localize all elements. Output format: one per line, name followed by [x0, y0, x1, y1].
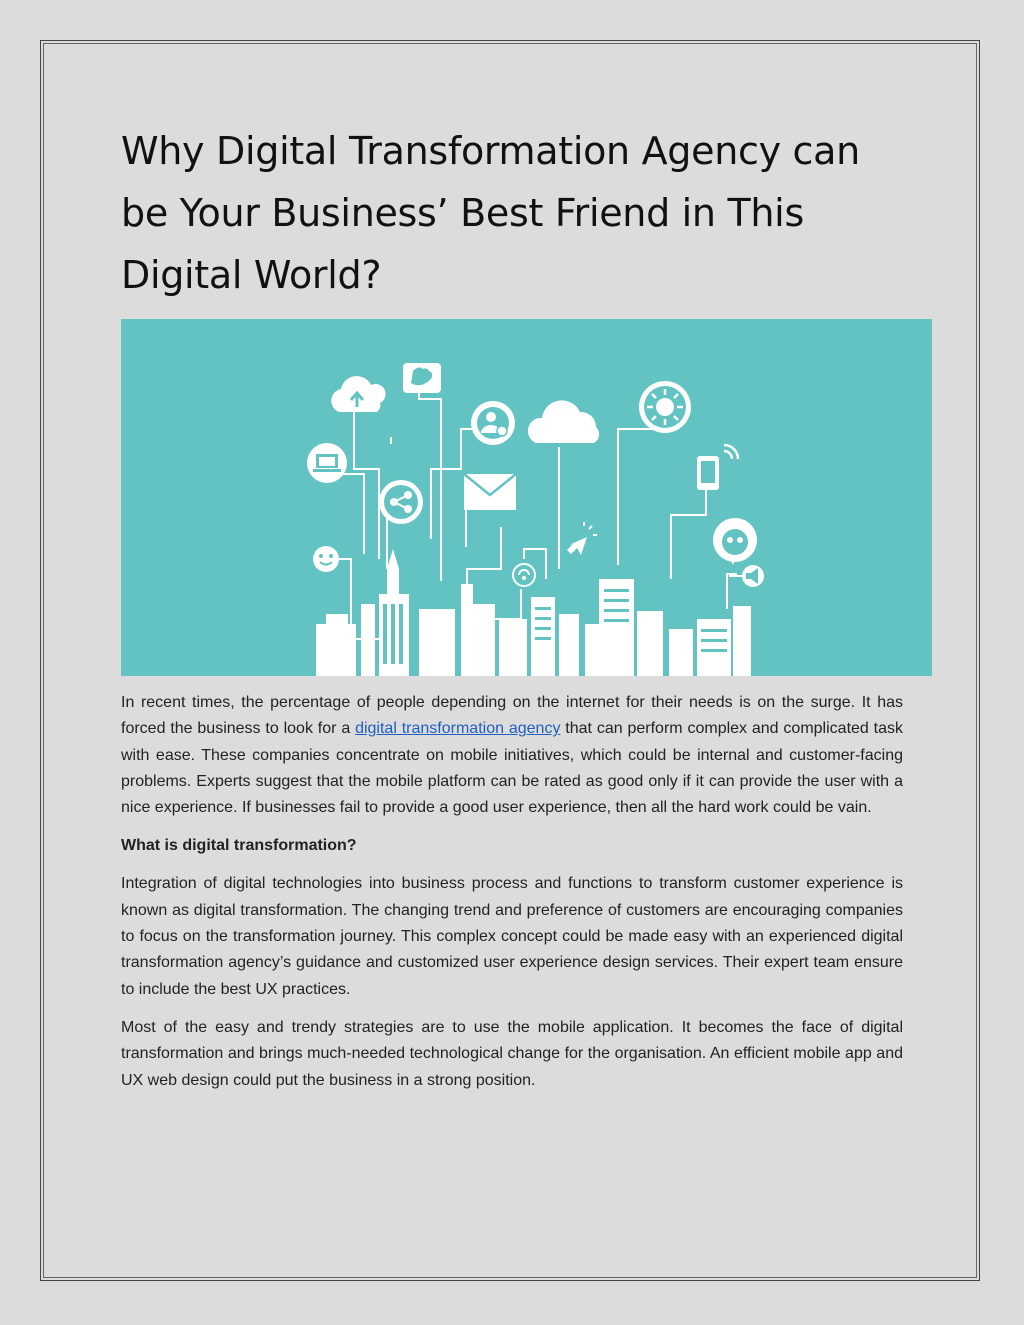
intro-text-before-link: In recent times, the percentage of people depending on the internet for their needs is on the surge. It has forced the business to look for a — [121, 694, 903, 738]
laptop-icon — [307, 443, 347, 483]
intro-paragraph — [121, 690, 903, 821]
share-icon — [379, 480, 423, 524]
bird-icon — [403, 363, 441, 393]
intro-text-after-link: that can perform complex and complicated task with ease. These companies concentrate on mobile initiatives, which could be internal and customer-facing problems. Experts suggest that the mobile platform can be rated as good only if it can provide the user with a nice experience. If businesses fail to provide a good user experience, then all the hard work could be vain. — [121, 720, 904, 817]
cloud-icon — [528, 400, 599, 443]
megaphone-icon — [729, 565, 764, 587]
mobile-wifi-icon — [697, 445, 738, 490]
user-add-icon — [471, 401, 515, 445]
digital-transformation-agency-link[interactable]: digital transformation agency — [355, 720, 561, 738]
wifi-icon — [513, 564, 535, 586]
email-icon — [464, 474, 516, 510]
section-heading: What is digital transformation? — [121, 837, 357, 855]
sun-icon — [639, 381, 691, 433]
smiley-icon — [313, 546, 339, 572]
paragraph-2: Integration of digital technologies into business process and functions to transform customer experience is known as digital transformation. The changing trend and preference of customers are encouraging companies to focus on the transformation journey. This complex concept could be made easy with an experienced digital transformation agency’s guidance and customized user experience design services. Their expert team ensure to include the best UX practices. — [121, 875, 903, 998]
article-body — [121, 690, 903, 1106]
hero-image — [121, 319, 932, 676]
robot-icon — [713, 518, 757, 562]
cloud-upload-icon — [331, 376, 385, 412]
paragraph-3: Most of the easy and trendy strategies are to use the mobile application. It becomes the face of digital transformation and brings much-needed technological change for the organisation. An efficient mobile app and UX web design could put the business in a strong position. — [121, 1018, 903, 1089]
cursor-icon — [567, 522, 597, 555]
page-title: Why Digital Transformation Agency can be Your Business’ Best Friend in This Digital World? — [121, 129, 860, 297]
